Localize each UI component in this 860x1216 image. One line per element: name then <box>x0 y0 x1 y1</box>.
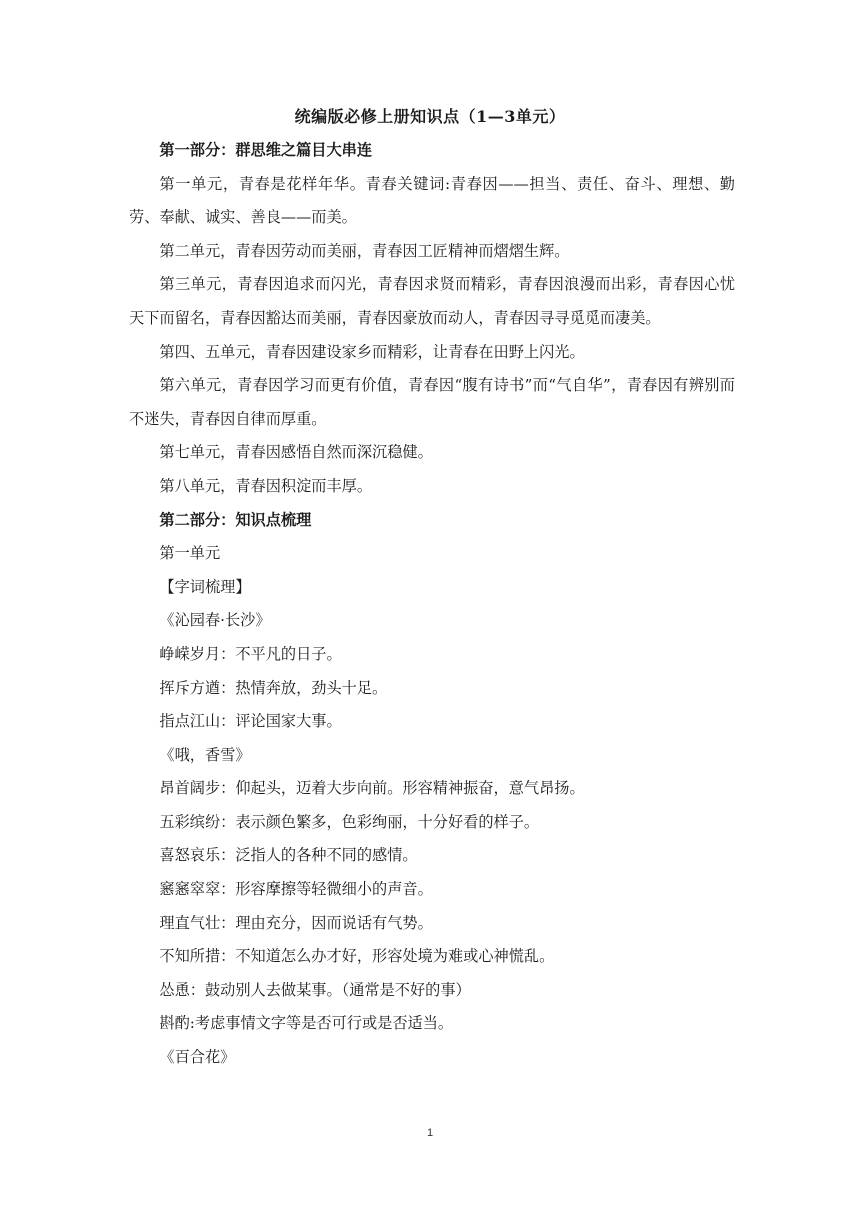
paragraph: 第二部分：知识点梳理 <box>159 510 312 529</box>
paragraph: 不知所措：不知道怎么办才好，形容处境为难或心神慌乱。 <box>159 947 555 966</box>
paragraph: 第一部分：群思维之篇目大串连 <box>159 141 373 159</box>
paragraph: 【字词梳理】 <box>159 577 251 596</box>
paragraph: 五彩缤纷：表示颜色繁多，色彩绚丽，十分好看的样子。 <box>159 812 540 831</box>
paragraph: 昂首阔步：仰起头，迈着大步向前。形容精神振奋，意气昂扬。 <box>159 779 585 798</box>
paragraph: 第六单元，青春因学习而更有价值，青春因“腹有诗书”而“气自华”，青春因有辨别而不迷失，青春因自律而厚重。 <box>129 376 735 428</box>
paragraph: 斟酌:考虑事情文字等是否可行或是否适当。 <box>159 1014 454 1033</box>
paragraph: 挥斥方遒：热情奔放，劲头十足。 <box>159 678 388 697</box>
paragraph: 峥嵘岁月：不平凡的日子。 <box>159 644 342 663</box>
paragraph: 窸窸窣窣：形容摩擦等轻微细小的声音。 <box>159 880 433 899</box>
paragraph: 理直气壮：理由充分，因而说话有气势。 <box>159 913 433 932</box>
paragraph: 第三单元，青春因追求而闪光，青春因求贤而精彩，青春因浪漫而出彩，青春因心忧天下而留名，青春因豁达而美丽，青春因豪放而动人，青春因寻寻觅觅而凄美。 <box>129 275 735 327</box>
paragraph: 第二单元，青春因劳动而美丽，青春因工匠精神而熠熠生辉。 <box>159 241 570 260</box>
paragraph: 《百合花》 <box>159 1048 236 1067</box>
paragraph: 第一单元，青春是花样年华。青春关键词:青春因——担当、责任、奋斗、理想、勤劳、奉献、诚实、善良——而美。 <box>129 174 735 227</box>
document-body <box>129 134 735 1075</box>
paragraph: 指点江山：评论国家大事。 <box>159 712 342 731</box>
document-title: 统编版必修上册知识点（1—3单元） <box>294 107 566 126</box>
paragraph: 《沁园春·长沙》 <box>159 611 271 630</box>
paragraph: 怂恿：鼓动别人去做某事。（通常是不好的事） <box>159 980 471 999</box>
paragraph: 第四、五单元，青春因建设家乡而精彩，让青春在田野上闪光。 <box>159 342 585 361</box>
paragraph: 第一单元 <box>159 544 221 563</box>
paragraph: 喜怒哀乐：泛指人的各种不同的感情。 <box>159 846 418 865</box>
paragraph: 第七单元，青春因感悟自然而深沉稳健。 <box>159 443 433 462</box>
paragraph: 《哦，香雪》 <box>159 745 251 764</box>
page-number: 1 <box>426 1127 434 1139</box>
paragraph: 第八单元，青春因积淀而丰厚。 <box>159 476 373 495</box>
